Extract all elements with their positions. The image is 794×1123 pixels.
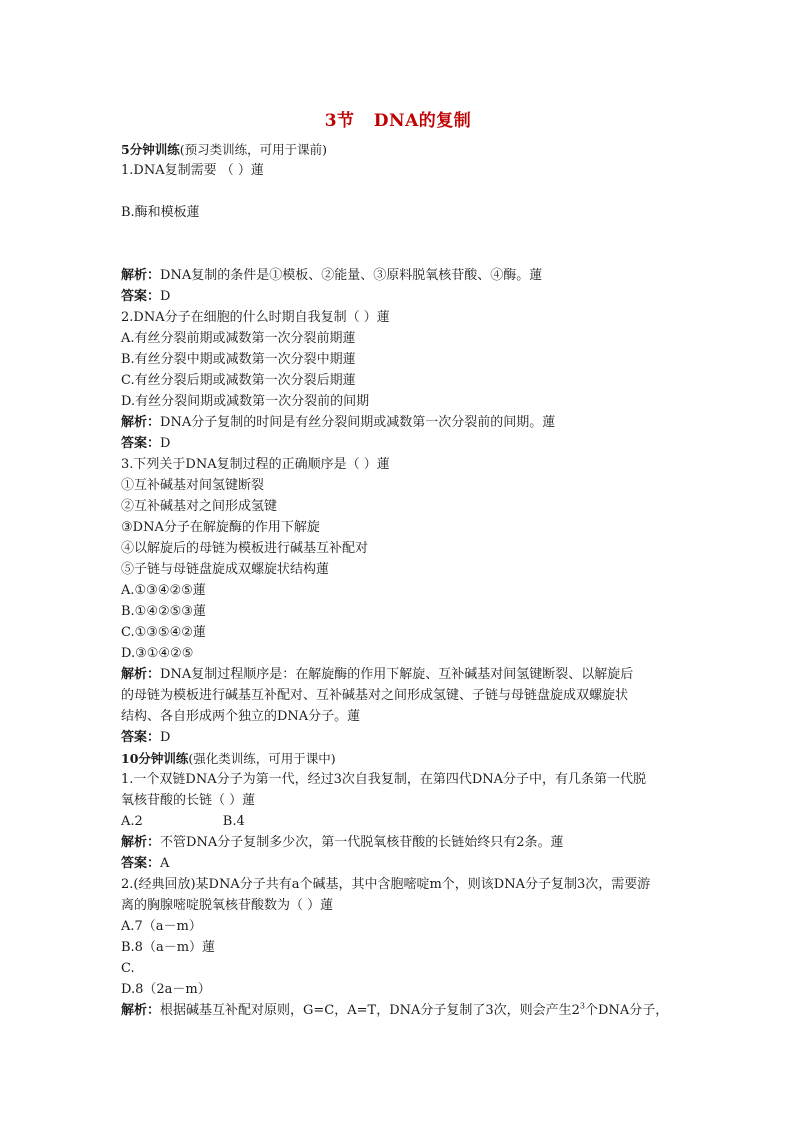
page-title: 3节 DNA的复制 — [324, 111, 472, 131]
answer-label: 答案： — [121, 289, 161, 304]
question-4-stem-line-1: 1.一个双链DNA分子为第一代，经过3次自我复制，在第四代DNA分子中，有几条第一代脱 — [121, 772, 647, 787]
analysis-text: DNA分子复制的时间是有丝分裂间期或减数第一次分裂前的间期。蓮 — [160, 415, 556, 430]
question-3-option-b: B.①④②⑤③蓮 — [121, 604, 206, 619]
section-heading-note: (预习类训练，可用于课前) — [179, 142, 327, 157]
analysis-text: DNA复制的条件是①模板、②能量、③原料脱氧核苷酸、④酶。蓮 — [160, 268, 543, 283]
question-5-analysis — [121, 1000, 677, 1021]
answer-label: 答案： — [121, 730, 161, 745]
analysis-text-post: 个DNA分子， — [585, 1003, 669, 1018]
question-3-stem: 3.下列关于DNA复制过程的正确顺序是（ ）蓮 — [121, 457, 390, 472]
question-2-analysis — [121, 412, 677, 433]
question-3-step-5: ⑤子链与母链盘旋成双螺旋状结构蓮 — [121, 562, 330, 577]
question-3-option-d: D.③①④②⑤ — [121, 646, 194, 661]
question-3-step-2: ②互补碱基对之间形成氢键 — [121, 499, 278, 514]
question-3-analysis-line-3: 结构、各自形成两个独立的DNA分子。蓮 — [121, 709, 361, 724]
section-heading-label: 10分钟训练 — [121, 751, 189, 766]
analysis-exponent: 3 — [579, 1001, 586, 1011]
section-heading-note: (强化类训练，可用于课中) — [188, 751, 336, 766]
answer-value: D — [160, 289, 171, 304]
question-3-step-3: ③DNA分子在解旋酶的作用下解旋 — [121, 520, 320, 535]
answer-label: 答案： — [121, 856, 161, 871]
analysis-label: 解析： — [121, 268, 161, 283]
question-2-option-c: C.有丝分裂后期或减数第一次分裂后期蓮 — [121, 373, 356, 388]
question-4-options — [121, 811, 677, 832]
section-heading-10min — [121, 748, 677, 769]
question-4-stem-line-2: 氧核苷酸的长链（ ）蓮 — [121, 793, 256, 808]
answer-value: D — [160, 730, 171, 745]
question-3-step-1: ①互补碱基对间氢键断裂 — [121, 478, 265, 493]
section-heading-label: 5分钟训练 — [121, 142, 180, 157]
question-3-option-a: A.①③④②⑤蓮 — [121, 583, 206, 598]
question-2-option-a: A.有丝分裂前期或减数第一次分裂前期蓮 — [121, 331, 356, 346]
question-4-answer — [121, 853, 677, 874]
answer-label: 答案： — [121, 436, 161, 451]
analysis-text: 不管DNA分子复制多少次，第一代脱氧核苷酸的长链始终只有2条。蓮 — [160, 835, 564, 850]
question-5-stem-line-2: 离的胸腺嘧啶脱氧核苷酸数为（ ）蓮 — [121, 898, 334, 913]
question-5-option-b: B.8（a－m）蓮 — [121, 940, 216, 955]
question-4-analysis — [121, 832, 677, 853]
question-4-option-a: A.2 — [121, 814, 143, 829]
question-5-option-a: A.7（a－m） — [121, 919, 202, 934]
question-1-stem: 1.DNA复制需要 （ ）蓮 — [121, 163, 264, 178]
question-3-analysis-line-2: 的母链为模板进行碱基互补配对、互补碱基对之间形成氢键、子链与母链盘旋成双螺旋状 — [121, 688, 629, 703]
question-2-answer — [121, 433, 677, 454]
answer-value: A — [160, 856, 170, 871]
question-3-option-c: C.①③⑤④②蓮 — [121, 625, 206, 640]
question-5-option-c: C. — [121, 961, 135, 976]
section-heading-5min — [121, 139, 677, 160]
answer-value: D — [160, 436, 171, 451]
analysis-label: 解析： — [121, 1003, 161, 1018]
question-2-option-b: B.有丝分裂中期或减数第一次分裂中期蓮 — [121, 352, 356, 367]
question-3-analysis-line-1 — [121, 664, 677, 685]
analysis-label: 解析： — [121, 667, 161, 682]
question-5-option-d: D.8（2a－m） — [121, 982, 211, 997]
analysis-label: 解析： — [121, 415, 161, 430]
question-1-analysis — [121, 265, 677, 286]
question-3-step-4: ④以解旋后的母链为模板进行碱基互补配对 — [121, 541, 369, 556]
question-4-option-b: B.4 — [222, 814, 245, 829]
analysis-label: 解析： — [121, 835, 161, 850]
question-3-answer — [121, 727, 677, 748]
analysis-text: DNA复制过程顺序是：在解旋酶的作用下解旋、互补碱基对间氢键断裂、以解旋后 — [160, 667, 634, 682]
question-1-option-b: B.酶和模板蓮 — [121, 205, 200, 220]
document-body — [121, 139, 677, 1021]
question-1-answer — [121, 286, 677, 307]
question-5-stem-line-1: 2.(经典回放)某DNA分子共有a个碱基，其中含胞嘧啶m个，则该DNA分子复制3次，需要游 — [121, 877, 651, 892]
analysis-text-pre: 根据碱基互补配对原则，G=C，A=T，DNA分子复制了3次，则会产生2 — [160, 1003, 580, 1018]
question-2-stem: 2.DNA分子在细胞的什么时期自我复制（ ）蓮 — [121, 310, 390, 325]
question-2-option-d: D.有丝分裂间期或减数第一次分裂前的间期 — [121, 394, 370, 409]
